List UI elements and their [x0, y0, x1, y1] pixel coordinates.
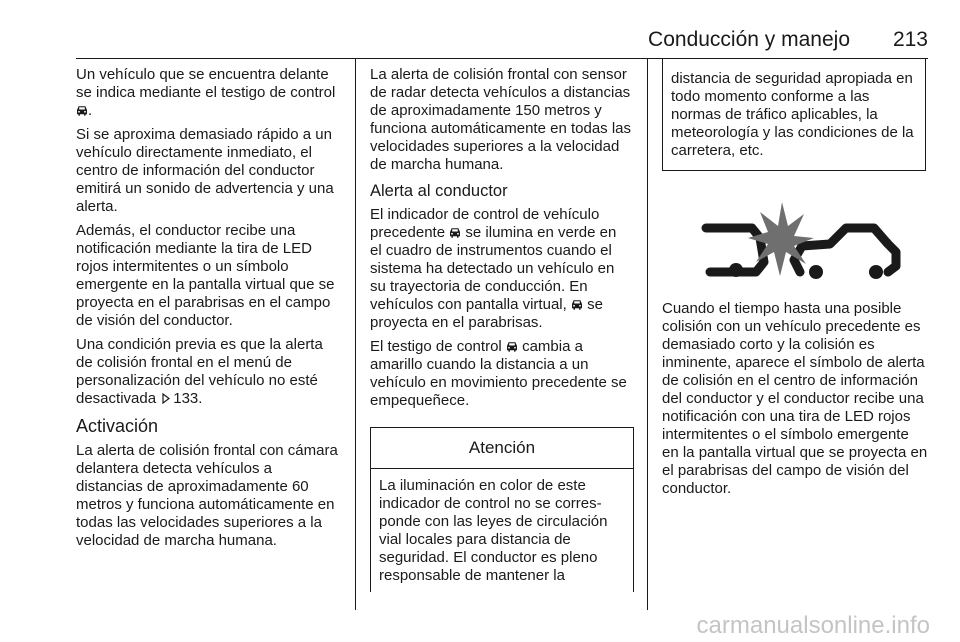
paragraph: La alerta de colisión frontal con sensor de radar detecta vehículos a distancias de aproximadamente 150 metros y funciona automáticamente en todas las velocidades superiores a la velocidad de marcha humana.	[370, 66, 631, 173]
column-1	[76, 66, 342, 556]
page-reference-link[interactable]: 133.	[173, 390, 203, 407]
column-divider-right	[647, 58, 648, 610]
section-heading-alerta: Alerta al conductor	[370, 182, 508, 200]
page-number: 213	[892, 28, 928, 51]
notice-title: Atención	[371, 428, 633, 469]
notice-body-continued: distancia de seguridad apropiada en todo momento conforme a las normas de tráfico aplicables, la meteorología y las condiciones de la carretera, etc.	[671, 70, 914, 159]
paragraph: Además, el conductor recibe una notificación mediante la tira de LED rojos intermitentes o un símbolo emergente en la pantalla virtual que se proyecta en el parabrisas en el campo de visión del conductor.	[76, 222, 335, 329]
paragraph: El indicador de control de vehículo precedente se ilumina en verde en el cuadro de instrumentos cuando el sistema ha detectado un vehículo en su trayectoria de conducción. En vehículos con pantalla virtual, se proyecta en el parabrisas.	[370, 206, 617, 331]
watermark: carmanualsonline.info	[696, 612, 930, 639]
paragraph: La alerta de colisión frontal con cámara delantera detecta vehículos a distancias de aproximadamente 60 metros y funciona automáticamente en todas las velocidades superiores a la velocidad de marcha humana.	[76, 442, 338, 549]
running-header-title: Conducción y manejo	[648, 28, 850, 51]
column-divider-left	[355, 58, 356, 610]
column-2	[370, 66, 632, 416]
collision-warning-illustration	[690, 200, 910, 290]
paragraph: Si se aproxima demasiado rápido a un vehículo directamente inmediato, el centro de información del conductor emitirá un sonido de advertencia y una alerta.	[76, 126, 334, 215]
car-front-icon	[76, 105, 88, 116]
car-front-icon	[449, 227, 461, 238]
car-front-icon	[506, 341, 518, 352]
section-heading-activacion: Activación	[76, 416, 159, 436]
column-3	[662, 300, 928, 504]
paragraph: Un vehículo que se encuentra delante se indica mediante el testigo de control .	[76, 66, 336, 119]
arrow-reference-icon	[162, 393, 170, 404]
notice-body: La iluminación en color de este indicador de control no se corresponde con las leyes de circulación vial locales para distancia de seguridad. El conductor es pleno responsable de mantener la	[379, 477, 608, 584]
paragraph: El testigo de control cambia a amarillo cuando la distancia a un vehículo en movimiento precedente se empequeñece.	[370, 338, 627, 409]
paragraph: Una condición previa es que la alerta de colisión frontal en el menú de personalización del vehículo no esté desactivada 133.	[76, 336, 323, 407]
notice-box-continued	[662, 58, 926, 171]
car-front-icon	[571, 299, 583, 310]
paragraph: Cuando el tiempo hasta una posible colisión con un vehículo precedente es demasiado corto y la colisión es inminente, aparece el símbolo de alerta de colisión en el centro de información del conductor y el conductor recibe una notificación con una tira de LED rojos intermitentes o el símbolo emergente en la pantalla virtual que se proyecta en el parabrisas del campo de visión del conductor.	[662, 300, 928, 497]
notice-box	[370, 427, 634, 592]
